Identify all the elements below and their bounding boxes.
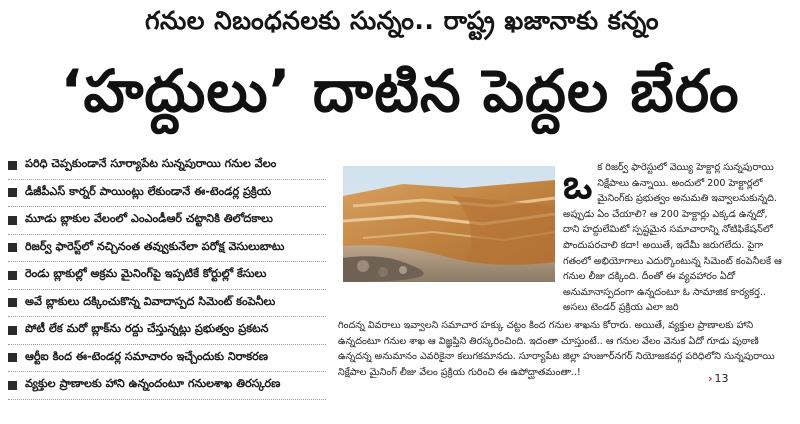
quarry-photo xyxy=(343,166,555,282)
kicker-headline: గనుల నిబంధనలకు సున్నం.. రాష్ట్ర ఖజానాకు కన్నం xyxy=(144,6,660,35)
article-intro xyxy=(563,160,787,314)
key-point: అవే బ్లాకులు దక్కించుకొన్న వివాదాస్పద సిమెంట్ కంపెనీలు xyxy=(8,290,326,318)
arrow-right-icon: › xyxy=(708,372,713,385)
bullet-square-icon xyxy=(8,243,17,252)
headline-container xyxy=(0,46,800,150)
article-body: క రిజర్వ్ ఫారెస్టులో వెయ్యి హెక్టార్ల సున్నపురాయి నిక్షేపాలు ఉన్నాయి. అందులో 200 హెక్టార్లలో మైనింగ్‌కు ప్రభుత్వం అనుమతి ఇవ్వాలనుకున్నది. అప్పుడు ఏం చేయాలి? ఆ 200 హెక్టార్లు ఎక్కడ ఉన్నదో, దాని హద్దులేమిటో స్పష్టమైన సమాచారాన్ని నోటిఫికేషన్‌లో పొందుపరచాలి కదా! అయితే, ఇదేమీ జరుగలేదు. పైగా గతంలో అభియోగాలు ఎదుర్కొంటున్న సిమెంట్ కంపెనీలకే ఆ గనుల లీజు దక్కింది. దీంతో ఈ వ్యవహారం ఏదో అనుమానాస్పదంగా ఉన్నదంటూ ఓ సామాజిక కార్యకర్త.. అసలు టెండర్ ప్రక్రియ ఎలా జరి xyxy=(563,162,782,314)
quarry-illustration xyxy=(343,166,555,282)
bullet-square-icon xyxy=(8,353,17,362)
bullet-square-icon xyxy=(8,188,17,197)
bullet-square-icon xyxy=(8,298,17,307)
main-headline: ‘హద్దులు’ దాటిన పెద్దల బేరం xyxy=(60,56,740,125)
key-point: పరిధి చెప్పకుండానే సూర్యాపేట సున్నపురాయి గనుల వేలం xyxy=(8,152,326,180)
bullet-square-icon xyxy=(8,381,17,390)
page-reference: › 13 xyxy=(708,372,729,385)
bullet-square-icon xyxy=(8,326,17,335)
key-point: పోటీ లేక మరో బ్లాక్‌ను రద్దు చేస్తున్నట్లు ప్రభుత్వం ప్రకటన xyxy=(8,317,326,345)
key-point: మూడు బ్లాకుల వేలంలో ఎంఎండీఆర్ చట్టానికి తిలోదకాలు xyxy=(8,207,326,235)
key-point: రిజర్వ్ ఫారెస్ట్‌లో నచ్చినంత తవ్వుకునేలా పరోక్ష వెసులుబాటు xyxy=(8,235,326,263)
bullet-square-icon xyxy=(8,216,17,225)
key-point: రెండు బ్లాకుల్లో అక్రమ మైనింగ్‌పై ఇప్పటికే కోర్టుల్లో కేసులు xyxy=(8,262,326,290)
key-points-list xyxy=(8,152,326,391)
key-point: వ్యక్తుల ప్రాణాలకు హాని ఉన్నందంటూ గనులశాఖ తిరస్కరణ xyxy=(8,372,326,400)
key-point: ఆర్టీఐ కింద ఈ-టెండర్ల సమాచారం ఇచ్చేందుకు నిరాకరణ xyxy=(8,345,326,373)
bullet-square-icon xyxy=(8,161,17,170)
bullet-square-icon xyxy=(8,271,17,280)
key-point: డీజీపీఎస్ కార్నర్ పాయింట్లు లేకుండానే ఈ-టెండర్ల ప్రక్రియ xyxy=(8,180,326,208)
article-continuation: గిందన్న వివరాలు ఇవ్వాలని సమాచార హక్కు చట్టం కింద గనుల శాఖను కోరారు. అయితే, వ్యక్తుల ప్రాణాలకు హాని ఉన్నదంటూ గనుల శాఖ ఆ విజ్ఞప్తిని తిరస్కరించింది. ఇదంతా చూస్తుంటే.. ఆ గనుల వేలం వెనుక ఏదో గూడు పుఠాణి ఉన్నదన్న అనుమానం ఎవరికైనా కలుగకమానదు. సూర్యాపేట జిల్లా హుజూర్‌నగర్ నియోజకవర్గ పరిధిలోని సున్నపురాయి నిక్షేపాల మైనింగ్ లీజు వేలం ప్రక్రియ గురించి ఈ ఉపోద్ఘాతమంతా..! xyxy=(338,320,775,378)
dropcap-letter: ఒ xyxy=(563,162,593,208)
